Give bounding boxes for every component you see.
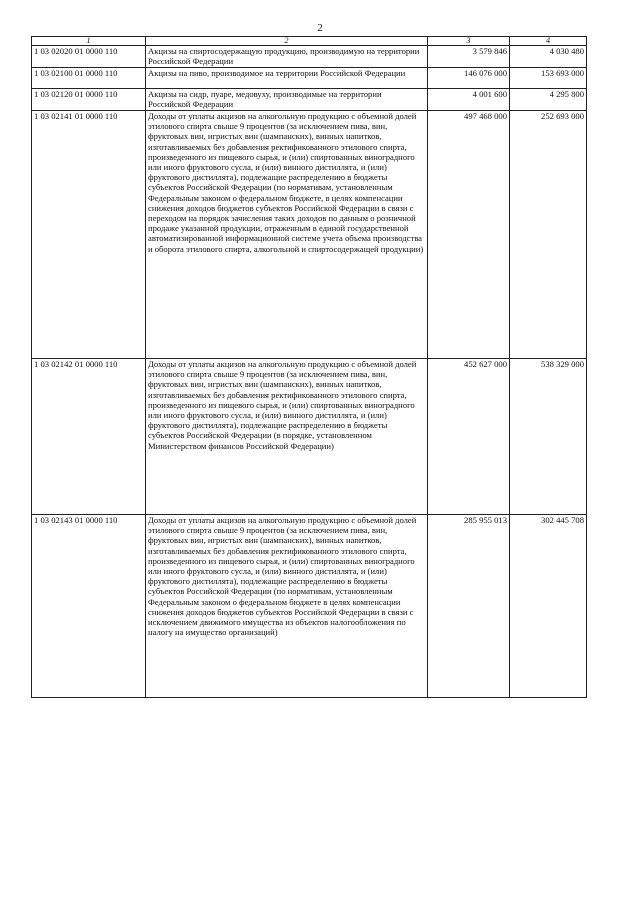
table-row xyxy=(32,515,587,698)
row-value-3: 146 076 000 xyxy=(428,68,510,89)
row-code: 1 03 02141 01 0000 110 xyxy=(32,111,146,359)
row-value-3: 497 468 000 xyxy=(428,111,510,359)
row-code: 1 03 02100 01 0000 110 xyxy=(32,68,146,89)
row-value-4: 252 693 000 xyxy=(510,111,587,359)
page-number: 2 xyxy=(317,22,323,34)
row-value-3: 285 955 013 xyxy=(428,515,510,698)
table-row xyxy=(32,89,587,111)
table-row xyxy=(32,46,587,68)
row-description: Акцизы на сидр, пуаре, медовуху, производимые на территории Российской Федерации xyxy=(146,89,428,111)
row-description: Доходы от уплаты акцизов на алкогольную продукцию с объемной долей этилового спирта свыше 9 процентов (за исключением пива, вин, фруктовых вин, игристых вин (шампанских), винных напитков, изготавливаемых без добавления ректификованного этилового спирта, произведенного из пищевого сырья, и (или) спиртованных виноградного или иного фруктового сусла, и (или) винного дистиллята, и (или) фруктового дистиллята), подлежащие распределению в бюджеты субъектов Российской Федерации (по нормативам, установленным Федеральным законом о федеральном бюджете, в целях компенсации снижения доходов бюджетов субъектов Российской Федерации в связи с переходом на порядок зачисления таких доходов по данным о розничной продаже указанной продукции, отраженным в единой государственной автоматизированной информационной системе учета объема производства и оборота этилового спирта, алкогольной и спиртосодержащей продукции) xyxy=(146,111,428,359)
row-value-3: 452 627 000 xyxy=(428,359,510,515)
row-value-4: 4 295 800 xyxy=(510,89,587,111)
row-code: 1 03 02020 01 0000 110 xyxy=(32,46,146,68)
table-row xyxy=(32,359,587,515)
table-header-row xyxy=(32,37,587,46)
table-row xyxy=(32,111,587,359)
column-header-description: 2 xyxy=(146,37,428,46)
row-code: 1 03 02143 01 0000 110 xyxy=(32,515,146,698)
column-header-value-4: 4 xyxy=(510,37,587,46)
table-row xyxy=(32,68,587,89)
row-description: Доходы от уплаты акцизов на алкогольную продукцию с объемной долей этилового спирта свыше 9 процентов (за исключением пива, вин, фруктовых вин, игристых вин (шампанских), винных напитков, изготавливаемых без добавления ректификованного этилового спирта, произведенного из пищевого сырья, и (или) спиртованных виноградного или иного фруктового сусла, и (или) винного дистиллята, и (или) фруктового дистиллята), подлежащие распределению в бюджеты субъектов Российской Федерации (в порядке, установленном Министерством финансов Российской Федерации) xyxy=(146,359,428,515)
column-header-value-3: 3 xyxy=(428,37,510,46)
row-value-4: 4 030 480 xyxy=(510,46,587,68)
row-value-4: 538 329 000 xyxy=(510,359,587,515)
row-value-3: 4 001 600 xyxy=(428,89,510,111)
row-description: Акцизы на спиртосодержащую продукцию, производимую на территории Российской Федерации xyxy=(146,46,428,68)
row-value-4: 153 693 000 xyxy=(510,68,587,89)
column-header-code: 1 xyxy=(32,37,146,46)
budget-revenue-table xyxy=(31,36,587,698)
row-code: 1 03 02142 01 0000 110 xyxy=(32,359,146,515)
row-description: Акцизы на пиво, производимое на территории Российской Федерации xyxy=(146,68,428,89)
row-value-3: 3 579 846 xyxy=(428,46,510,68)
row-description: Доходы от уплаты акцизов на алкогольную продукцию с объемной долей этилового спирта свыше 9 процентов (за исключением пива, вин, фруктовых вин, игристых вин (шампанских), винных напитков, изготавливаемых без добавления ректификованного этилового спирта, произведенного из пищевого сырья, и (или) спиртованных виноградного или иного фруктового сусла, и (или) винного дистиллята, и (или) фруктового дистиллята), подлежащие распределению в бюджеты субъектов Российской Федерации (по нормативам, установленным Федеральным законом о федеральном бюджете в целях компенсации снижения доходов бюджетов субъектов Российской Федерации в связи с исключением движимого имущества из объектов налогообложения по налогу на имущество организаций) xyxy=(146,515,428,698)
row-code: 1 03 02120 01 0000 110 xyxy=(32,89,146,111)
row-value-4: 302 445 708 xyxy=(510,515,587,698)
